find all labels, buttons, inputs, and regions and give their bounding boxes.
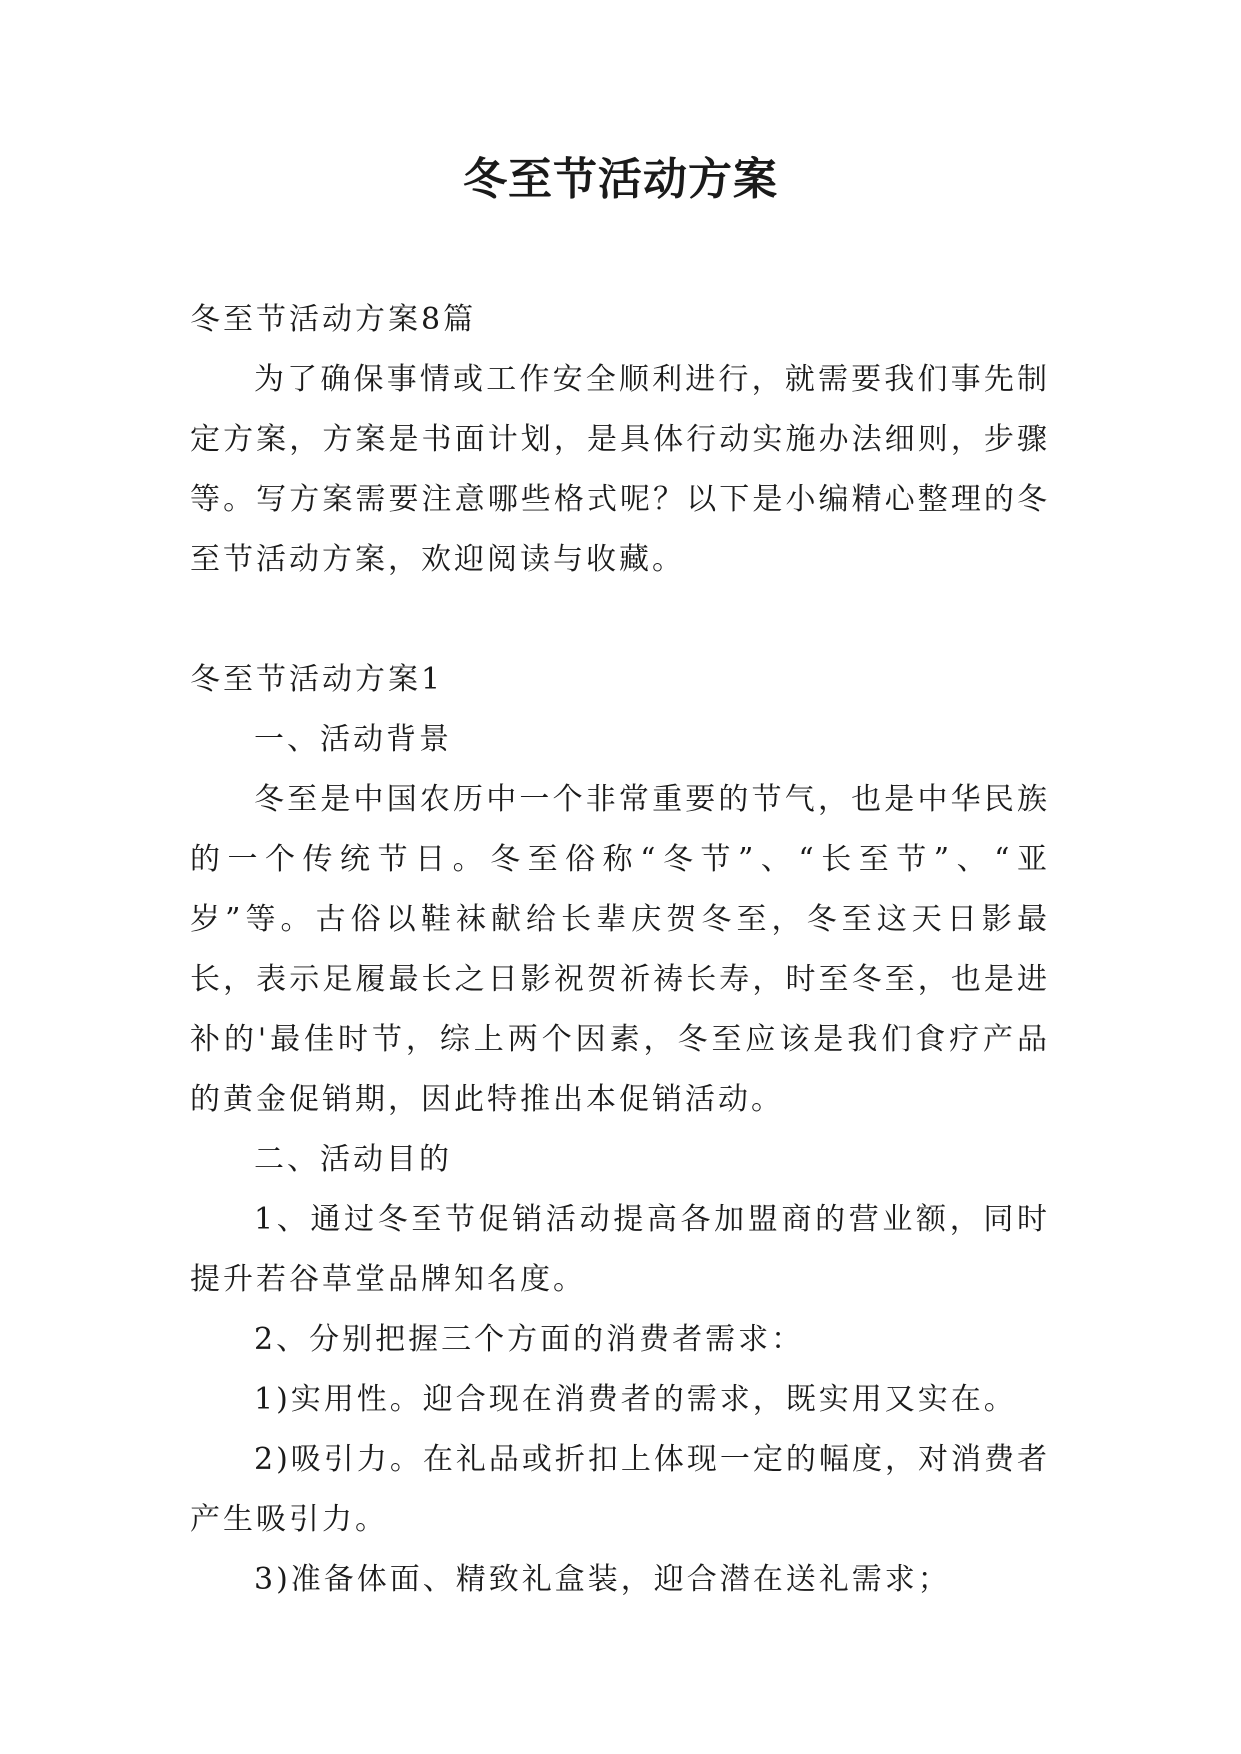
- document-subtitle: 冬至节活动方案8篇: [190, 302, 477, 337]
- need-item-3: 3)准备体面、精致礼盒装，迎合潜在送礼需求；: [254, 1562, 951, 1597]
- background-heading: 一、活动背景: [254, 722, 452, 757]
- document-title: 冬至节活动方案: [463, 154, 778, 205]
- document-body: [190, 290, 1050, 1610]
- need-item-2: 2)吸引力。在礼品或折扣上体现一定的幅度，对消费者产生吸引力。: [190, 1442, 1050, 1537]
- need-item-1: 1)实用性。迎合现在消费者的需求，既实用又实在。: [254, 1382, 1017, 1417]
- purpose-item-1: 1、通过冬至节促销活动提高各加盟商的营业额，同时提升若谷草堂品牌知名度。: [190, 1202, 1050, 1297]
- purpose-item-2: 2、分别把握三个方面的消费者需求：: [254, 1322, 805, 1357]
- intro-paragraph: 为了确保事情或工作安全顺利进行，就需要我们事先制定方案，方案是书面计划，是具体行动实施办法细则，步骤等。写方案需要注意哪些格式呢？以下是小编精心整理的冬至节活动方案，欢迎阅读与收藏。: [190, 362, 1050, 577]
- background-paragraph: 冬至是中国农历中一个非常重要的节气，也是中华民族的一个传统节日。冬至俗称“冬节”、“长至节”、“亚岁”等。古俗以鞋袜献给长辈庆贺冬至，冬至这天日影最长，表示足履最长之日影祝贺祈祷长寿，时至冬至，也是进补的'最佳时节，综上两个因素，冬至应该是我们食疗产品的黄金促销期，因此特推出本促销活动。: [190, 782, 1050, 1117]
- section-heading: 冬至节活动方案1: [190, 662, 444, 697]
- paragraph-spacer: [190, 590, 1050, 650]
- purpose-heading: 二、活动目的: [254, 1142, 452, 1177]
